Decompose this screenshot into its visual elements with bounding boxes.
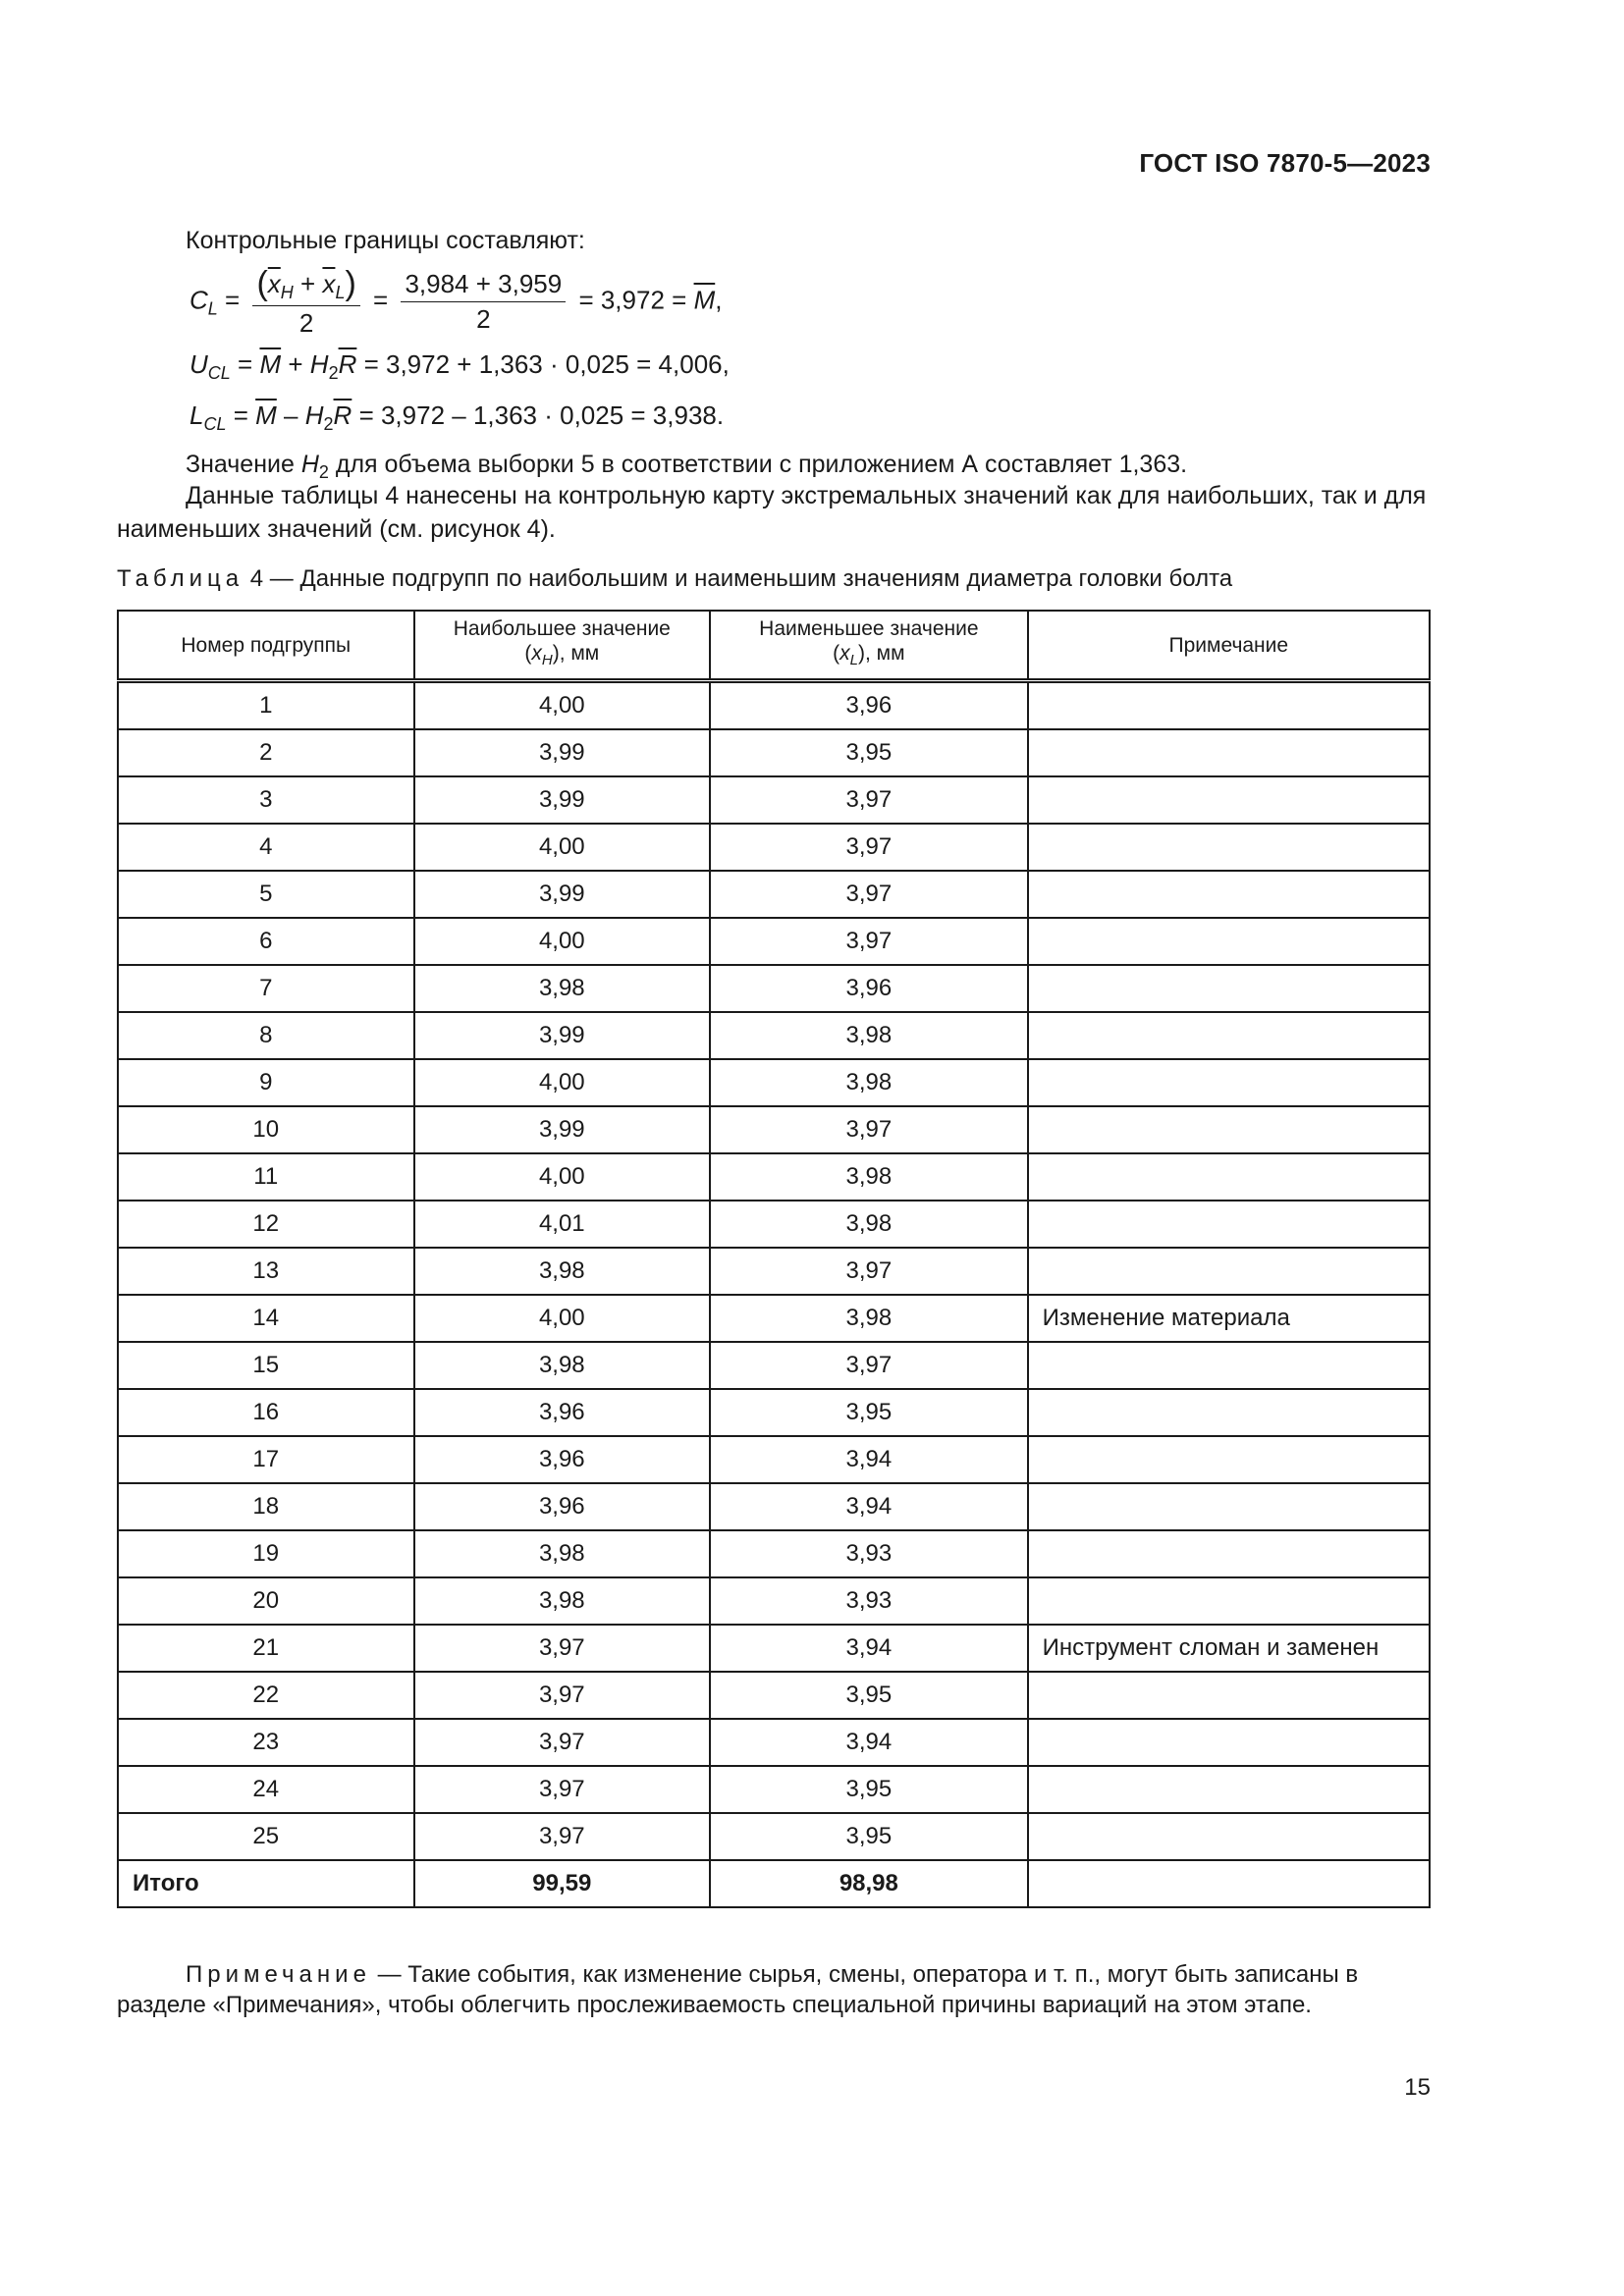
- lcl-r-bar: $\overline{R}$: [333, 400, 352, 430]
- cell-max: 3,96: [414, 1483, 711, 1530]
- cell-min: 3,98: [710, 1201, 1028, 1248]
- cell-note: [1028, 1153, 1430, 1201]
- table-row: [118, 1530, 1430, 1577]
- cell-note: [1028, 1201, 1430, 1248]
- ucl-r-bar: $\overline{R}$: [338, 349, 357, 379]
- cell-subgroup: 18: [118, 1483, 414, 1530]
- cl-tail: ,: [715, 285, 723, 315]
- cell-subgroup: 4: [118, 824, 414, 871]
- cell-min: 3,94: [710, 1719, 1028, 1766]
- lcl-m-bar: $\overline{M}$: [255, 400, 277, 430]
- cell-subgroup: 3: [118, 776, 414, 824]
- cell-note: [1028, 1342, 1430, 1389]
- header-min-unit: ), мм: [858, 642, 905, 666]
- cell-subgroup: 20: [118, 1577, 414, 1625]
- cell-subgroup: 11: [118, 1153, 414, 1201]
- table-row: [118, 965, 1430, 1012]
- cl-m-bar: $\overline{M}$: [693, 285, 716, 315]
- page-number: 15: [1404, 2074, 1431, 2101]
- cl-fraction-symbolic: $\frac{(\overline{x}_H + \overline{x}_L)}{2}$: [252, 265, 359, 339]
- cl-plus: +: [300, 269, 316, 298]
- cell-note: [1028, 871, 1430, 918]
- limits-lead-text: Контрольные границы составляют:: [186, 227, 585, 254]
- table-row: [118, 1012, 1430, 1059]
- cell-note: [1028, 1248, 1430, 1295]
- cell-note: [1028, 824, 1430, 871]
- total-label: Итого: [118, 1860, 414, 1907]
- table-caption-text: 4 — Данные подгрупп по наибольшим и наименьшим значениям диаметра головки болта: [249, 565, 1233, 592]
- cell-subgroup: 10: [118, 1106, 414, 1153]
- cell-subgroup: 1: [118, 681, 414, 730]
- cell-min: 3,98: [710, 1295, 1028, 1342]
- table-row: [118, 1719, 1430, 1766]
- cell-note: [1028, 1012, 1430, 1059]
- cell-max: 3,99: [414, 871, 711, 918]
- cell-min: 3,94: [710, 1483, 1028, 1530]
- footnote-text: — Такие события, как изменение сырья, смены, оператора и т. п., могут быть записаны в разделе «Примечания», чтобы облегчить прослеживаемость специальной причины вариаций на этом этапе.: [117, 1961, 1359, 2018]
- cell-note: Изменение материала: [1028, 1295, 1430, 1342]
- cell-note: [1028, 1719, 1430, 1766]
- cell-note: [1028, 1766, 1430, 1813]
- table-row: [118, 871, 1430, 918]
- cl-xh-symbol: $\overline{x}$: [267, 269, 281, 298]
- cell-note: [1028, 1813, 1430, 1860]
- cell-min: 3,97: [710, 1106, 1028, 1153]
- cl-den: 2: [298, 308, 314, 338]
- cell-subgroup: 21: [118, 1625, 414, 1672]
- cell-subgroup: 5: [118, 871, 414, 918]
- table-row: [118, 1389, 1430, 1436]
- ucl-h-sub: 2: [328, 363, 339, 383]
- cell-note: [1028, 1059, 1430, 1106]
- cell-subgroup: 23: [118, 1719, 414, 1766]
- cell-max: 3,97: [414, 1672, 711, 1719]
- cell-max: 4,00: [414, 1153, 711, 1201]
- ucl-expr: = 3,972 + 1,363 · 0,025 = 4,006,: [363, 349, 730, 379]
- table-header-row: [118, 611, 1430, 681]
- table-row: [118, 824, 1430, 871]
- cl-xh-sub: H: [280, 283, 294, 302]
- ucl-h: H: [309, 349, 329, 379]
- h2-sub: 2: [318, 462, 329, 482]
- cl-fraction-numeric: [401, 269, 566, 335]
- cell-max: 3,97: [414, 1719, 711, 1766]
- table-row: [118, 1248, 1430, 1295]
- lcl-lhs-sub: CL: [203, 414, 227, 434]
- cell-note: [1028, 1530, 1430, 1577]
- header-max-sym: x: [531, 642, 542, 666]
- table-row: [118, 1153, 1430, 1201]
- cell-min: 3,97: [710, 776, 1028, 824]
- header-min-paren: (: [833, 642, 840, 666]
- table-caption-label: Таблица: [117, 565, 244, 592]
- cell-min: 3,96: [710, 965, 1028, 1012]
- cell-min: 3,93: [710, 1530, 1028, 1577]
- table-row: [118, 1483, 1430, 1530]
- cell-subgroup: 25: [118, 1813, 414, 1860]
- cell-subgroup: 14: [118, 1295, 414, 1342]
- cell-max: 3,97: [414, 1813, 711, 1860]
- table-row: [118, 1813, 1430, 1860]
- cell-note: [1028, 1106, 1430, 1153]
- cl-lhs-sub: L: [207, 298, 218, 319]
- cell-note: [1028, 681, 1430, 730]
- cell-max: 3,99: [414, 1012, 711, 1059]
- formula-lcl: $L_{CL} = \overline{M} - H_2\overline{R} = 3,972 - 1,363 \cdot 0,025 = 3,938$.: [189, 400, 725, 434]
- h2-pre: Значение: [186, 451, 295, 478]
- lcl-lhs: L: [189, 400, 204, 430]
- cell-subgroup: 15: [118, 1342, 414, 1389]
- total-min: 98,98: [710, 1860, 1028, 1907]
- standard-header: ГОСТ ISO 7870-5—2023: [1139, 148, 1431, 178]
- header-max: [414, 611, 711, 681]
- cell-min: 3,95: [710, 1672, 1028, 1719]
- ucl-m-bar: $\overline{M}$: [259, 349, 282, 379]
- cell-note: [1028, 918, 1430, 965]
- cl-lhs: C: [189, 285, 208, 315]
- cell-min: 3,94: [710, 1436, 1028, 1483]
- cell-subgroup: 8: [118, 1012, 414, 1059]
- table-row: [118, 776, 1430, 824]
- cl-xl-sub: L: [335, 283, 346, 302]
- cell-max: 3,98: [414, 1530, 711, 1577]
- cell-max: 3,96: [414, 1436, 711, 1483]
- ucl-lhs: U: [189, 349, 208, 379]
- cell-min: 3,97: [710, 1248, 1028, 1295]
- ucl-lhs-sub: CL: [207, 363, 231, 383]
- cell-subgroup: 9: [118, 1059, 414, 1106]
- cell-subgroup: 24: [118, 1766, 414, 1813]
- cell-subgroup: 7: [118, 965, 414, 1012]
- lcl-op: –: [284, 400, 298, 430]
- cell-min: 3,95: [710, 1389, 1028, 1436]
- cell-max: 4,00: [414, 1295, 711, 1342]
- table-row: [118, 1672, 1430, 1719]
- cl-den-numeric: 2: [476, 304, 491, 334]
- cell-max: 4,00: [414, 681, 711, 730]
- cell-note: [1028, 776, 1430, 824]
- cell-note: [1028, 1577, 1430, 1625]
- header-max-paren: (: [524, 642, 532, 666]
- cell-min: 3,94: [710, 1625, 1028, 1672]
- table-row: [118, 681, 1430, 730]
- cell-max: 3,98: [414, 1248, 711, 1295]
- cell-min: 3,97: [710, 871, 1028, 918]
- table-row: [118, 1625, 1430, 1672]
- cell-min: 3,96: [710, 681, 1028, 730]
- cell-min: 3,95: [710, 1766, 1028, 1813]
- lcl-h-sub: 2: [323, 414, 334, 434]
- cell-max: 4,00: [414, 1059, 711, 1106]
- table-row: [118, 1766, 1430, 1813]
- cell-note: [1028, 1483, 1430, 1530]
- cell-max: 3,98: [414, 1342, 711, 1389]
- cell-min: 3,97: [710, 918, 1028, 965]
- cell-note: Инструмент сломан и заменен: [1028, 1625, 1430, 1672]
- cell-subgroup: 2: [118, 729, 414, 776]
- formula-ucl: $U_{CL} = \overline{M} + H_2\overline{R} = 3,972 + 1,363 \cdot 0,025 = 4,006$,: [189, 349, 730, 383]
- cell-note: [1028, 965, 1430, 1012]
- cell-max: 3,97: [414, 1625, 711, 1672]
- header-max-sub: H: [541, 652, 553, 669]
- table-row: [118, 1436, 1430, 1483]
- table-row: [118, 1059, 1430, 1106]
- footnote-label: Примечание: [186, 1961, 371, 1988]
- cell-subgroup: 16: [118, 1389, 414, 1436]
- cell-max: 4,00: [414, 918, 711, 965]
- table-row: [118, 729, 1430, 776]
- cell-max: 4,01: [414, 1201, 711, 1248]
- header-subgroup: Номер подгруппы: [118, 611, 414, 681]
- lcl-expr: = 3,972 – 1,363 · 0,025 = 3,938.: [358, 400, 725, 430]
- table-row: [118, 918, 1430, 965]
- table-row: [118, 1342, 1430, 1389]
- cl-result: = 3,972 =: [578, 285, 687, 315]
- cl-num-numeric: 3,984 + 3,959: [401, 269, 566, 302]
- cell-note: [1028, 729, 1430, 776]
- cell-min: 3,93: [710, 1577, 1028, 1625]
- header-min-sub: L: [849, 652, 858, 669]
- header-note: Примечание: [1028, 611, 1430, 681]
- cl-xl-symbol: $\overline{x}$: [322, 269, 336, 298]
- h2-symbol: H: [300, 451, 319, 478]
- h2-post: для объема выборки 5 в соответствии с приложением А составляет 1,363.: [335, 451, 1188, 478]
- table-row: [118, 1295, 1430, 1342]
- total-max: 99,59: [414, 1860, 711, 1907]
- total-note: [1028, 1860, 1430, 1907]
- header-max-unit: ), мм: [552, 642, 600, 666]
- table-total-row: [118, 1860, 1430, 1907]
- table-row: [118, 1577, 1430, 1625]
- cell-max: 3,98: [414, 1577, 711, 1625]
- header-min-sym: x: [839, 642, 850, 666]
- formula-cl: $C_L$ = $\frac{(\overline{x}_H + \overline{x}_L)}{2}$ = $\frac{3,984 + 3,959}{2}$ = $3,972 = \overline{M}$,: [189, 265, 723, 338]
- cell-max: 3,99: [414, 1106, 711, 1153]
- table-row: [118, 1201, 1430, 1248]
- ucl-op: +: [288, 349, 303, 379]
- cell-subgroup: 12: [118, 1201, 414, 1248]
- cell-max: 3,99: [414, 776, 711, 824]
- cell-min: 3,95: [710, 1813, 1028, 1860]
- data-paragraph: Данные таблицы 4 нанесены на контрольную карту экстремальных значений как для наибольших, так и для наименьших значений (см. рисунок 4).: [117, 482, 1427, 543]
- header-min: [710, 611, 1028, 681]
- cell-subgroup: 6: [118, 918, 414, 965]
- cell-min: 3,98: [710, 1059, 1028, 1106]
- cell-note: [1028, 1389, 1430, 1436]
- lcl-h: H: [304, 400, 324, 430]
- cell-subgroup: 19: [118, 1530, 414, 1577]
- cell-max: 3,99: [414, 729, 711, 776]
- cell-note: [1028, 1436, 1430, 1483]
- header-min-label: Наименьшее значение: [759, 617, 979, 641]
- cell-subgroup: 17: [118, 1436, 414, 1483]
- cell-subgroup: 13: [118, 1248, 414, 1295]
- table-footnote: [117, 1959, 1431, 2020]
- cell-max: 3,96: [414, 1389, 711, 1436]
- cell-min: 3,97: [710, 824, 1028, 871]
- cell-subgroup: 22: [118, 1672, 414, 1719]
- table-caption: [117, 565, 1232, 593]
- cell-min: 3,98: [710, 1012, 1028, 1059]
- cell-note: [1028, 1672, 1430, 1719]
- cell-max: 3,97: [414, 1766, 711, 1813]
- table-row: [118, 1106, 1430, 1153]
- cell-max: 4,00: [414, 824, 711, 871]
- cell-min: 3,95: [710, 729, 1028, 776]
- cell-max: 3,98: [414, 965, 711, 1012]
- subgroup-table: [117, 610, 1431, 1908]
- header-max-label: Наибольшее значение: [453, 617, 671, 641]
- cell-min: 3,98: [710, 1153, 1028, 1201]
- cell-min: 3,97: [710, 1342, 1028, 1389]
